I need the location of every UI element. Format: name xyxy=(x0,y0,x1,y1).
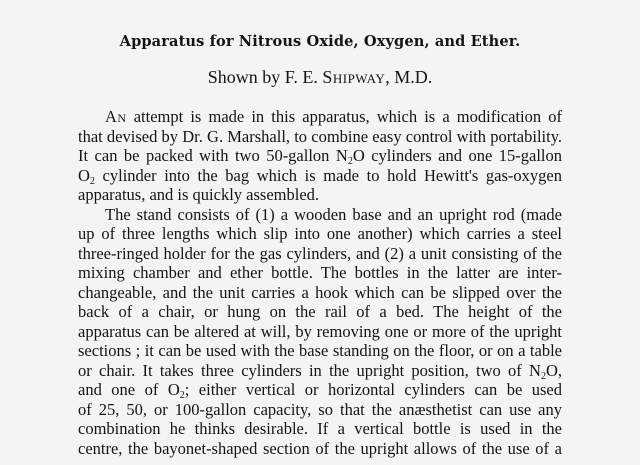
paragraph-2-line-1: The stand consists of (1) a wooden base and an upright rod (made xyxy=(105,204,562,224)
paragraph-1-line-3: It can be packed with two 50-gallon $N_2O$ cylinders and one 15-gallon xyxy=(78,146,563,167)
paragraph-2-line-8: sections ; it can be used with the base standing on the floor, or on a table xyxy=(78,341,562,360)
byline-suffix: , M.D. xyxy=(385,67,433,87)
paragraph-2-line-2: up of three lengths which slip into one another) which carries a steel xyxy=(78,224,562,243)
paragraph-2-line-4: mixing chamber and ether bottle. The bottles in the latter are inter- xyxy=(78,263,562,282)
paragraph-2-line-10: and one of $O_2$; either vertical or horizontal cylinders can be used xyxy=(78,380,563,401)
document-title: Apparatus for Nitrous Oxide, Oxygen, and Ether. xyxy=(119,33,521,50)
author-byline xyxy=(0,67,640,88)
paragraph-1-line-1: An attempt is made in this apparatus, which is a modification of xyxy=(105,107,562,126)
paragraph-2-line-7: apparatus can be altered at will, by removing one or more of the upright xyxy=(78,321,562,341)
author-surname: Shipway xyxy=(322,67,386,87)
byline-prefix: Shown by F. E. xyxy=(207,67,323,87)
paragraph-2-line-12: combination he thinks desirable. If a vertical bottle is used in the xyxy=(78,419,562,438)
paragraph-2-line-6: back of a chair, or hung on the rail of a bed. The height of the xyxy=(78,302,562,321)
paragraph-2-line-5: changeable, and the unit carries a hook which can be slipped over the xyxy=(78,282,562,302)
paragraph-1-line-2: that devised by Dr. G. Marshall, to combine easy control with portability. xyxy=(78,126,562,146)
paragraph-2-line-9: or chair. It takes three cylinders in the upright position, two of $N_2O$, xyxy=(78,360,562,382)
paragraph-1-line-5: apparatus, and is quickly assembled. xyxy=(78,185,320,204)
body-text xyxy=(78,107,562,458)
paragraph-1-line-4: $O_2$ cylinder into the bag which is made to hold Hewitt's gas-oxygen xyxy=(78,165,563,187)
paragraph-2-line-11: of 25, 50, or 100-gallon capacity, so that the anæsthetist can use any xyxy=(78,399,562,419)
lead-small-caps: An xyxy=(105,107,127,126)
paragraph-2-line-3: three-ringed holder for the gas cylinders, and (2) a unit consisting of the xyxy=(78,243,562,263)
paragraph-2-line-13: centre, the bayonet-shaped section of the upright allows of the use of a xyxy=(78,438,562,458)
